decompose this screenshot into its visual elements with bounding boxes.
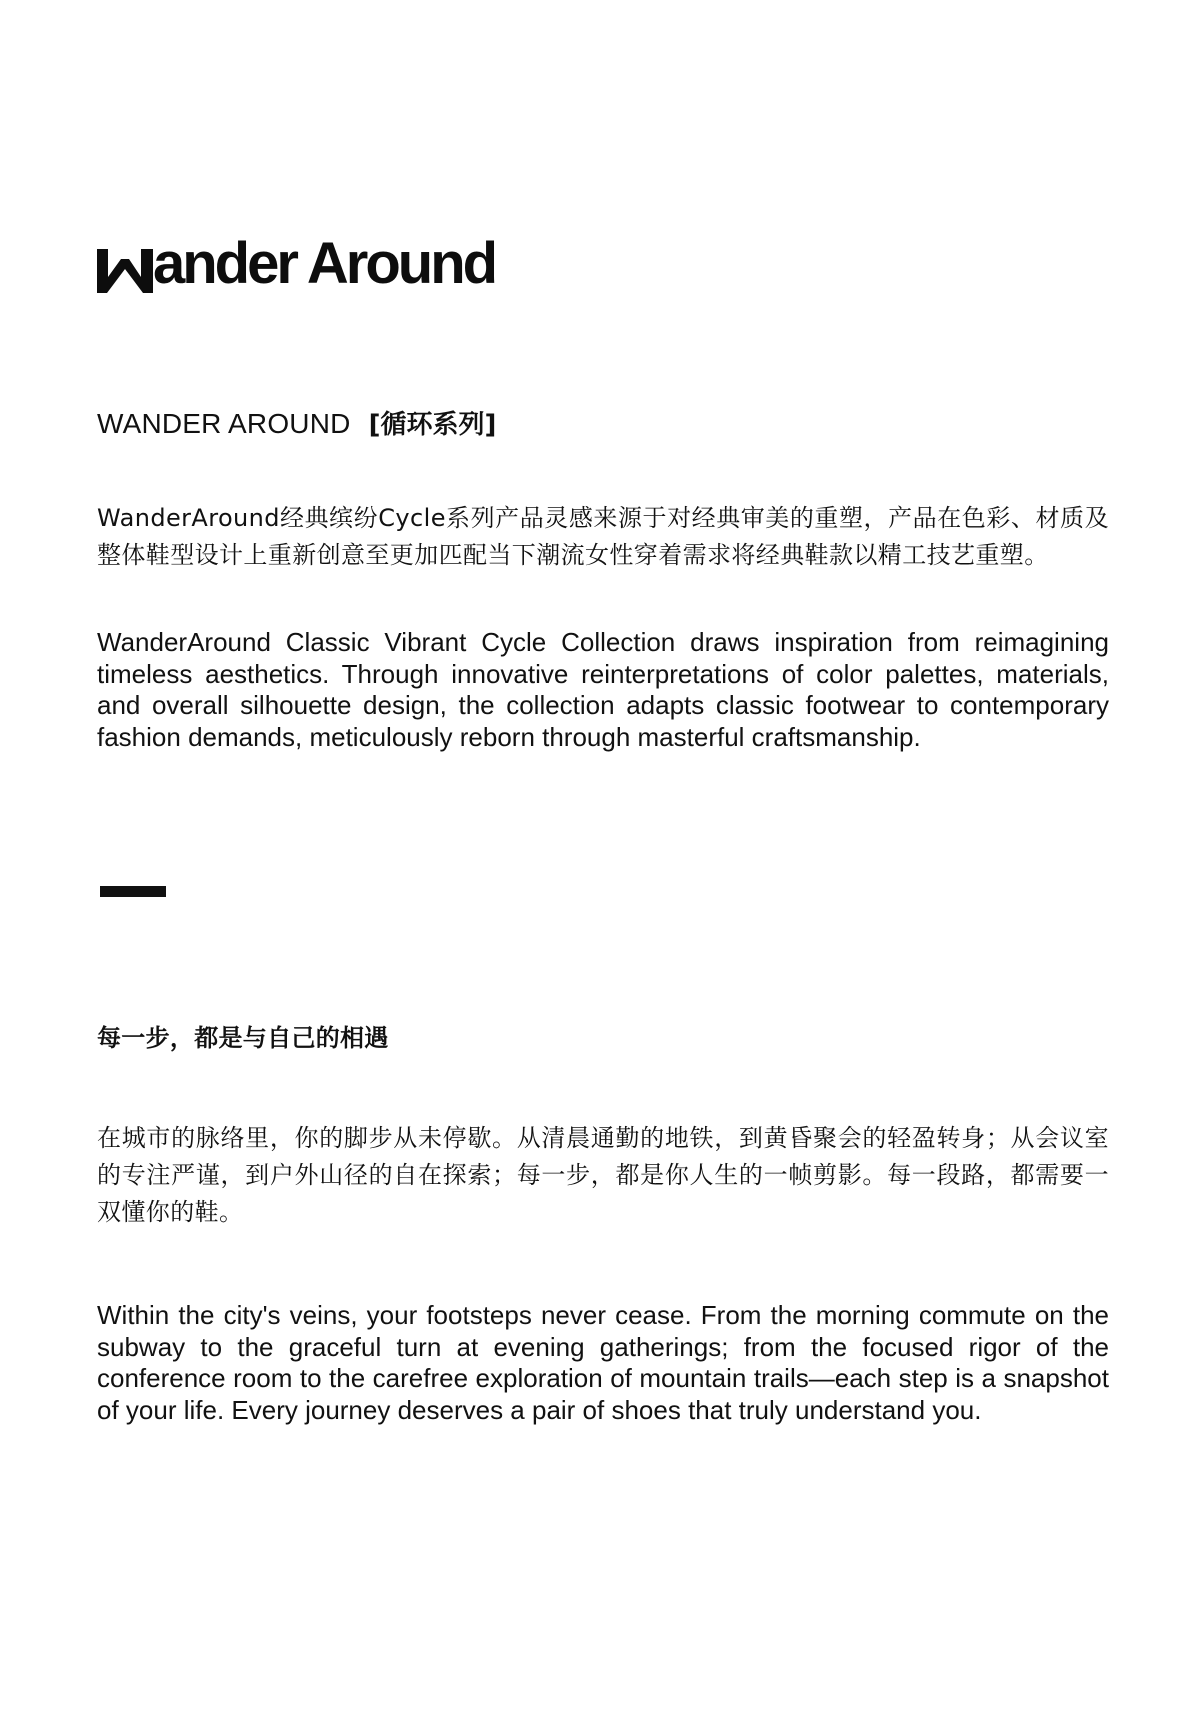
collection-heading-zh: [循环系列]: [368, 410, 497, 440]
logo-wordmark: ander Around: [153, 231, 496, 296]
collection-heading: [97, 410, 496, 438]
story-paragraph-en: Within the city's veins, your footsteps never cease. From the morning commute on the subway to the graceful turn at evening gatherings; from the focused rigor of the conference room to the carefree exploration of mountain trails—each step is a snapshot of your life. Every journey deserves a pair of shoes that truly understand you.: [97, 1300, 1109, 1425]
story-paragraph-zh: 在城市的脉络里，你的脚步从未停歇。从清晨通勤的地铁，到黄昏聚会的轻盈转身；从会议室的专注严谨，到户外山径的自在探索；每一步，都是你人生的一帧剪影。每一段路，都需要一双懂你的鞋。: [97, 1124, 1109, 1226]
collection-heading-en: WANDER AROUND: [97, 408, 351, 439]
story-heading: 每一步，都是与自己的相遇: [97, 1024, 389, 1052]
logo-w-mark-icon: [97, 249, 153, 293]
brand-logo: [97, 231, 496, 296]
section-divider: [100, 886, 166, 897]
intro-paragraph-zh: WanderAround经典缤纷Cycle系列产品灵感来源于对经典审美的重塑，产品在色彩、材质及整体鞋型设计上重新创意至更加匹配当下潮流女性穿着需求将经典鞋款以精工技艺重塑。: [97, 504, 1109, 569]
intro-paragraph-en: WanderAround Classic Vibrant Cycle Collection draws inspiration from reimagining timeless aesthetics. Through innovative reinterpretations of color palettes, materials, and overall silhouette design, the collection adapts classic footwear to contemporary fashion demands, meticulously reborn through masterful craftsmanship.: [97, 627, 1109, 752]
